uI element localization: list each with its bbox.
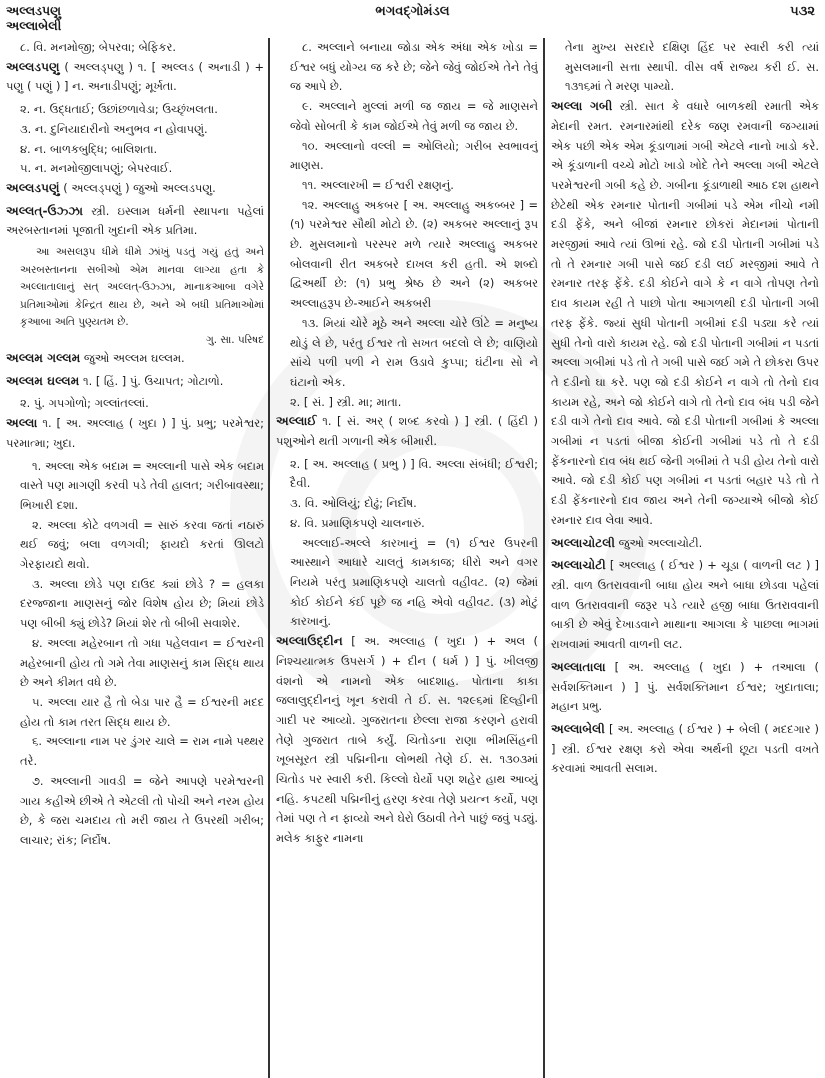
sense-line: ૨. પું. ગપગોળો; ગલ્લાંતલ્લાં. (20, 396, 149, 411)
dictionary-columns (0, 38, 825, 1078)
sense-line: ૨. [ અ. અલ્લાહ ( પ્રભુ ) ] વિ. અલ્લા સંબંધી; ઈશ્વરી; દૈવી. (290, 456, 538, 491)
citation-note (6, 244, 264, 349)
note-source: ગુ. સા. પરિષદ (206, 333, 264, 346)
headword: અલ્લમ ગલ્લમ (6, 351, 81, 366)
idiom-line: ૧૨. અલ્લાહુ અકબર [ અ. અલ્લાહુ અકબ્બર ] = (૧) પરમેશ્વર સૌથી મોટો છે. (૨) અકબર અલ્લાનું રૂપ છે. મુસલમાનો પરસ્પર મળે ત્યારે અલ્લાહુ અકબર બોલવાની રીત અકબરે દાખલ કરી હતી. એ શબ્દો દ્વિઅર્થી છે: (૧) પ્રભુ શ્રેષ્ઠ છે અને (૨) અકબર અલ્લાહરૂપ છે-આઈને અકબરી (290, 197, 538, 311)
headword: અલ્લડપણું (6, 180, 60, 195)
sense-line: ૨. [ સં. ] સ્ત્રી. મા; માતા. (290, 394, 402, 409)
idiom-line: ૮. અલ્લાને બનાયા જોડા એક અંધા એક ખોડા = ઈશ્વર બધું યોગ્ય જ કરે છે; જેને જેવું જોઈએ તેને તેવું જ આપે છે. (290, 40, 538, 94)
column-divider (268, 38, 270, 1078)
idiom-line: ૯. અલ્લાને મુલ્લાં મળી જ જાય = જે માણસને જેવો સોબતી કે કામ જોઈએ તેવું મળી જ જાય છે. (290, 99, 538, 133)
dictionary-entry (6, 179, 264, 199)
dictionary-entry (551, 658, 819, 717)
headword: અલ્લાચોટી (551, 558, 606, 573)
idiom-line: અલ્લાઈ-અલ્લે કારખાનું = (૧) ઈશ્વર ઉપરની આસ્થાને આધારે ચાલતું કામકાજ; ધીરો અને વગર નિયમે પરંતુ પ્રમાણિકપણે ચાલતો વહીવટ. (૨) જેમાં કોઈ કોઈને કંઈ પૂછે જ નહિ એવો વહીવટ. (૩) મોટું કારખાનું. (290, 535, 538, 629)
definition-text: ( અલ્લડ્પણુ ) ૧. [ અલ્લડ ( અનાડી ) + પણુ ( પણું ) ] ન. અનાડીપણું; મૂર્ખતા. (6, 59, 264, 94)
sense-line: ૮. વિ. મનમોજી; બેપરવા; બેફિકર. (20, 40, 176, 54)
dictionary-entry (551, 720, 819, 779)
headword: અલ્લત્-ઉઝ્ઝા (6, 203, 84, 218)
sense-line: ૪. વિ. પ્રમાણિકપણે ચાલનારું. (290, 515, 425, 530)
dictionary-entry (276, 412, 538, 451)
headword: અલ્લાચોટલી (551, 535, 615, 550)
idiom-line: ૧૩. મિયાં ચોરે મૂઠે અને અલ્લા ચોરે ઊંટે = મનુષ્ય થોડું લે છે, પરંતુ ઈશ્વર તો સખત બદલો લે છે; વાણિયો સાંચે પળી પળી ને રામ ઉડાવે કુપ્પા; ઘંટીના સો ને ઘંટાનો એક. (290, 315, 538, 389)
dictionary-entry (551, 97, 819, 530)
idiom-line: ૩. અલ્લા છોડે પણ દાઉદ ક્યાં છોડે ? = હલકા દરજ્જાના માણસનું જોર વિશેષ હોય છે; મિયાં છોડે પણ બીબી ક્યું છોડે? મિયાં શેર તો બીબી સવાશેર. (20, 576, 264, 631)
column-1 (6, 38, 264, 1078)
sense-line: ૫. ન. મનમોજીલાપણું; બેપરવાઈ. (20, 161, 173, 176)
headword: અલ્લાતાલા (551, 659, 606, 674)
definition-text: ૧. [ હિં. ] પું. ઉચાપત; ગોટાળો. (79, 373, 224, 388)
headword: અલ્લાઉદ્દીન (276, 634, 343, 649)
page-header (0, 0, 825, 38)
definition-text: ૧. [ અ. અલ્લાહ ( ખુદા ) ] પું. પ્રભુ; પરમેશ્વર; પરમાત્મા; ખુદા. (6, 416, 264, 450)
headword: અલ્લાઈ (276, 414, 317, 429)
definition-text: ૧. [ સં. અર્ ( શબ્દ કરવો ) ] સ્ત્રી. ( હિંદી ) પશુઓને થતી ગળાની એક બીમારી. (276, 414, 538, 449)
dictionary-entry (551, 556, 819, 655)
definition-text: સ્ત્રી. સાત કે વધારે બાળકથી રમાતી એક મેદાની રમત. રમનારમાંથી દરેક જણ રમવાની જગ્યામાં એક પછી એક એમ કૂંડાળામાં ગબી એટલે નાનો ખાડો કરે. એ કૂંડાળાની વચ્ચે મોટો ખાડો ખોદે તેને અલ્લા ગબી એટલે પરમેશ્વરની ગબી કહે છે. ગબીના કૂંડાળાથી આઠ દશ હાથને છેટેથી એક રમનાર પોતાની ગબીમાં પડે એમ નીચો નમી દડી ફેંકે, અને બીજાં રમનાર છોકરાં મેદાનમાં પોતાની મરજીમાં આવે ત્યાં ઊભાં રહે. જો દડી પોતાની ગબીમાં પડે તો તે રમનાર ગબી પાસે જઈ દડી લઈ મરજીમાં આવે તે રમનાર તરફ ફેંકે. દડી કોઈને વાગે કે ન વાગે તોપણ તેનો દાવ કાયમ રહી તે પાછો પોતા આગળથી દડી પોતાની ગબી તરફ ફેંકે. જ્યાં સુધી પોતાની ગબીમાં દડી પડ્યા કરે ત્યાં સુધી તેનો વારો કાયમ રહે. જો દડી પોતાની ગબીમાં ન પડતાં અલ્લા ગબીમાં પડે તો તે ગબી પાસે જઈ ગમે તે છોકરા ઉપર તે દડીનો ઘા કરે. પણ જો દડી કોઈને ન વાગે તો તેનો દાવ કાયમ રહે, અને જો કોઈને વાગે તો તેનો દાવ બંધ પડી જેને દડી વાગે તેનો દાવ આવે. જો દડી પોતાની ગબીમાં કે અલ્લા ગબીમાં ન પડતાં બીજા કોઈની ગબીમાં પડે તો તે દડી ફેંકનારનો દાવ બંધ થઈ જેની ગબીમાં તે પડી હોય તેનો વારો આવે. જો દડી કોઈ પણ ગબીમાં ન પડતાં બહાર પડે તો તે દડી ફેંકનારનો દાવ જાય અને તેની જગ્યાએ બીજો કોઈ રમનાર દાવ લેવા આવે. (551, 99, 819, 527)
dictionary-entry (6, 372, 264, 392)
sense-line: ૨. ન. ઉદ્ધતાઈ; ઉછાંછળાવેડા; ઉચ્છૃંખલતા. (20, 102, 218, 117)
definition-text: [ અલ્લાહ ( ઈશ્વર ) + ચૂડા ( વાળની લટ ) ] સ્ત્રી. વાળ ઉતરાવવાની બાધા હોય અને બાધા છોડવા પહેલાં વાળ ઉતરાવવાની જરૂર પડે ત્યારે હજી બાધા ઉતરાવવાની બાકી છે એવું દેખાડવાને માથાના આગલા કે પાછલા ભાગમાં રાખવામાં આવતી વાળની લટ. (551, 558, 819, 652)
definition-text: [ અ. અલ્લાહ ( ખુદા ) + અલ ( નિશ્ચયાત્મક ઉપસર્ગ ) + દીન ( ધર્મ ) ] પું. ખીલજી વંશનો એ નામનો એક બાદશાહ. પોતાના કાકા જલાલુદ્દીનનું ખૂન કરાવી તે ઈ. સ. ૧૨૯૬માં દિલ્હીની ગાદી પર આવ્યો. ગુજરાતના છેલ્લા રાજા કરણને હરાવી તેણે ગુજરાત તાબે કર્યું. ચિતોડના રાણા ભીમસિંહની ખૂબસૂરત સ્ત્રી પદ્મિનીના લોભથી તેણે ઈ. સ. ૧૩૦૩માં ચિતોડ પર સ્વારી કરી. કિલ્લો ઘેર્યો પણ શહેર હાથ આવ્યું નહિ. કપટથી પદ્મિનીનું હરણ કરવા તેણે પ્રયત્ન કર્યો, પણ તેમાં પણ તે ન ફાવ્યો અને ઘેરો ઉઠાવી તેને પાછું જવું પડ્યું. મલેક કાફુર નામના (276, 634, 538, 846)
idiom-line: ૪. અલ્લા મહેરબાન તો ગધા પહેલવાન = ઈશ્વરની મહેરબાની હોય તો ગમે તેવા માણસનું કામ સિદ્ધ થાય છે અને કીમત વધે છે. (20, 635, 264, 690)
continued-text: તેના મુખ્ય સરદારે દક્ષિણ હિંદ પર સ્વારી કરી ત્યાં મુસલમાની સત્તા સ્થાપી. વીસ વર્ષ રાજ્ય કરી ઈ. સ. ૧૩૧૬માં તે મરણ પામ્યો. (565, 40, 819, 94)
idiom-line: ૨. અલ્લા કોટે વળગવી = સારું કરવા જતાં નઠારું થઈ જવું; બલા વળગવી; ફાયદો કરતાં ઊલટો ગેરફાયદો થવો. (20, 517, 264, 572)
idiom-line: ૫. અલ્લા યાર હૈ તો બેડા પાર હૈ = ઈશ્વરની મદદ હોય તો કામ તરત સિદ્ધ થાય છે. (20, 694, 264, 729)
definition-text: [ અ. અલ્લાહ ( ઈશ્વર ) + બેલી ( મદદગાર ) ] સ્ત્રી. ઈશ્વર રક્ષણ કરો એવા અર્થની છૂટા પડતી વખતે કરવામાં આવતી સલામ. (551, 721, 819, 776)
column-2 (276, 38, 538, 1078)
definition-text: ( અલ્લડ્પણું ) જુઓ અલ્લડપણુ. (59, 180, 216, 195)
page-number: ૫૩૨ (790, 4, 815, 19)
headword: અલ્લડપણુ (6, 59, 60, 74)
headword: અલ્લા (6, 416, 38, 431)
definition-text: જુઓ અલ્લાચોટી. (614, 535, 703, 550)
dictionary-entry (6, 414, 264, 453)
note-text: આ અસલરૂપ ધીમે ધીમે ઝાંખું પડતું ગયું હતું અને અરબસ્તાનના સબીઓ એમ માનવા લાગ્યા હતા કે અલ્લાતાલાનું સત્ અલ્લત્-ઉઝ્ઝા, માનાકઆબા વગેરે પ્રતિમાઓમાં કેન્દ્રિત થાય છે, અને એ બધી પ્રતિમાઓમાં કૃઆબા અતિ પુણ્યતમ છે. (20, 246, 264, 329)
idiom-line: ૧૦. અલ્લાનો વલ્લી = ઓલિયો; ગરીબ સ્વભાવનું માણસ. (290, 138, 538, 173)
dictionary-entry (276, 632, 538, 849)
idiom-line: ૧૧. અલ્લારખી = ઈશ્વરી રક્ષણનું. (302, 177, 454, 192)
dictionary-entry (6, 202, 264, 241)
idiom-line: ૧. અલ્લા એક બદામ = અલ્લાની પાસે એક બદામ વાસ્તે પણ માગણી કરવી પડે તેવી હાલત; ગરીબાવસ્થા; ભિખારી દશા. (20, 458, 264, 512)
dictionary-entry (6, 349, 264, 369)
headword: અલ્લમ ઘલ્લમ (6, 373, 80, 388)
guide-word-first: અલ્લડપણુ (6, 3, 62, 18)
sense-line: ૪. ન. બાળકબુદ્ધિ; બાલિશતા. (20, 141, 158, 156)
sense-line: ૩. ન. દુનિયાદારીનો અનુભવ ન હોવાપણું. (20, 121, 208, 136)
running-title: ભગવદ્ગોમંડલ (375, 4, 450, 19)
headword: અલ્લાબેલી (551, 721, 605, 736)
definition-text: જુઓ અલ્લમ ઘલ્લમ. (80, 351, 185, 366)
guide-word-last: અલ્લાબેલી (6, 18, 62, 33)
dictionary-entry (551, 534, 819, 554)
idiom-line: ૭. અલ્લાની ગાવડી = જેને આપણે પરમેશ્વરની ગાય કહીએ છીએ તે એટલી તો પોચી અને નરમ હોય છે, કે જરા ચમદાય તો મરી જાય તે ઉપરથી ગરીબ; લાચાર; રાંક; નિર્દોષ. (20, 773, 264, 847)
definition-text: [ અ. અલ્લાહ ( ખુદા ) + તઆલા ( સર્વશક્તિમાન ) ] પું. સર્વશક્તિમાન ઈશ્વર; ખુદાતાલા; મહાન પ્રભુ. (551, 659, 819, 714)
sense-line: ૩. વિ. ઓલિયું; દોઢું; નિર્દોષ. (290, 496, 417, 511)
column-3 (551, 38, 819, 1078)
dictionary-entry (6, 58, 264, 97)
idiom-line: ૬. અલ્લાના નામ પર ડુંગર ચાલે = રામ નામે પથ્થર તરે. (20, 734, 264, 769)
column-divider (543, 38, 545, 1078)
headword: અલ્લા ગબી (551, 99, 613, 114)
definition-text: સ્ત્રી. ઇસ્લામ ધર્મની સ્થાપના પહેલાં અરબસ્તાનમાં પૂજાતી ખુદાની એક પ્રતિમા. (6, 203, 264, 238)
